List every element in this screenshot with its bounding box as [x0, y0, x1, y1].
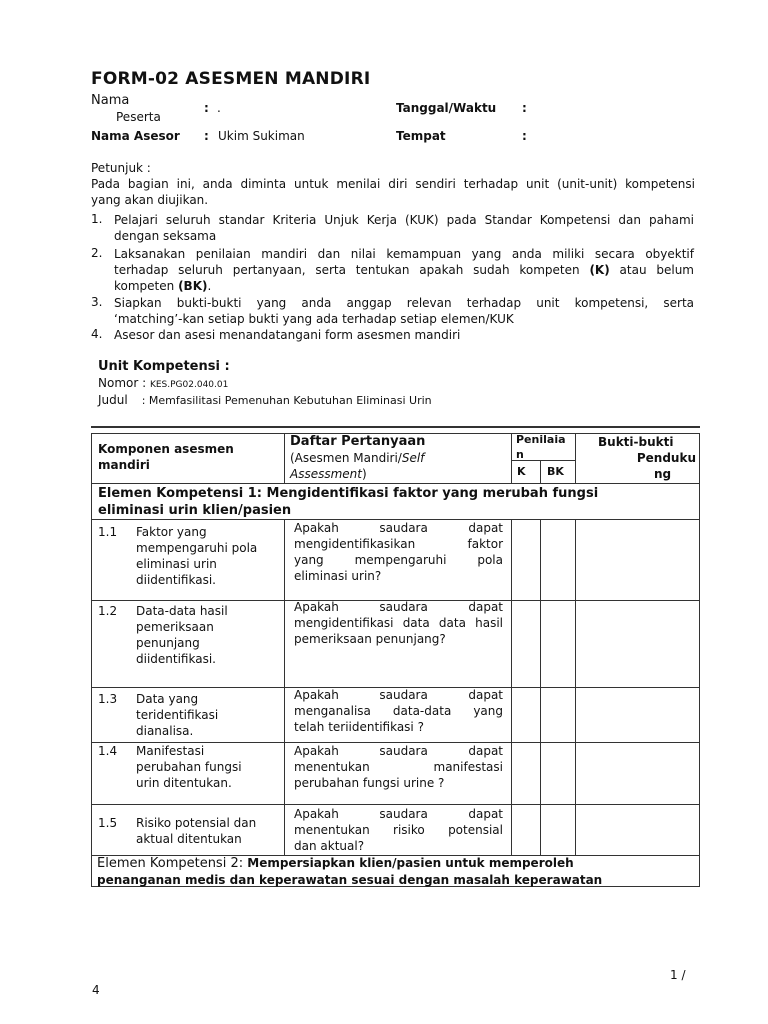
unit-nomor [98, 376, 228, 390]
header-bukti: Bukti-bukti Penduku ng [598, 435, 696, 481]
row-question: Apakah saudara dapat menganalisa data-data yang telah teriidentifikasi ? [294, 688, 503, 734]
row-number: 1.4 [98, 744, 118, 758]
table-col-rule [540, 460, 541, 483]
row-number: 1.1 [98, 525, 118, 539]
table-col-rule [575, 519, 576, 855]
nama-peserta-value: . [217, 101, 221, 115]
row-question: Apakah saudara dapat menentukan risiko potensial dan aktual? [294, 807, 503, 853]
nomor-label: Nomor : [98, 376, 147, 390]
list-number: 1. [91, 212, 103, 226]
row-question: Apakah saudara dapat mengidentifikasikan faktor yang mempengaruhi pola eliminasi urin? [294, 521, 503, 583]
row-komponen: Data-data hasil pemeriksaan penunjang diidentifikasi. [136, 604, 228, 666]
table-col-rule [575, 433, 576, 483]
header-k: K [517, 465, 526, 478]
list-text: Laksanakan penilaian mandiri dan nilai kemampuan yang anda miliki secara obyektif [114, 247, 694, 261]
page-total: 4 [92, 983, 100, 997]
list-text: dengan seksama [114, 229, 217, 243]
nama-colon: : [204, 101, 209, 115]
table-border-left [91, 433, 92, 886]
nama-label-line2: Peserta [116, 110, 161, 124]
table-border-right [699, 433, 700, 886]
tanggal-colon: : [522, 101, 527, 115]
row-komponen: Risiko potensial dan aktual ditentukan [136, 816, 257, 846]
row-komponen: Manifestasi perubahan fungsi urin ditentukan. [136, 744, 242, 790]
nama-label-line1: Nama [91, 93, 130, 108]
list-text: Pelajari seluruh standar Kriteria Unjuk Kerja (KUK) pada Standar Kompetensi dan pahami [114, 213, 694, 227]
unit-heading: Unit Kompetensi : [98, 359, 230, 374]
row-question: Apakah saudara dapat menentukan manifestasi perubahan fungsi urine ? [294, 744, 503, 790]
table-rule [91, 804, 700, 805]
petunjuk-intro-line1: Pada bagian ini, anda diminta untuk menilai diri sendiri terhadap unit (unit-unit) kompetensi [91, 177, 695, 191]
list-text-line2: terhadap seluruh pertanyaan, serta tentukan apakah sudah kompeten (K) atau belum [114, 263, 694, 277]
list-text: Asesor dan asesi menandatangani form asesmen mandiri [114, 328, 461, 342]
row-number: 1.3 [98, 692, 118, 706]
list-text: Siapkan bukti-bukti yang anda anggap relevan terhadap unit kompetensi, serta [114, 296, 694, 310]
elemen-kompetensi-2: Elemen Kompetensi 2: Mempersiapkan klien/pasien untuk memperoleh penanganan medis dan keperawatan sesuai dengan masalah keperawatan [97, 856, 603, 887]
row-komponen: Data yang teridentifikasi dianalisa. [136, 692, 219, 738]
asesor-label: Nama Asesor [91, 129, 180, 143]
page-number: 1 / [670, 968, 686, 982]
list-text: ‘matching’-kan setiap bukti yang ada terhadap setiap elemen/KUK [114, 312, 514, 326]
list-text-line3: kompeten (BK). [114, 279, 212, 293]
row-question: Apakah saudara dapat mengidentifikasi data data hasil pemeriksaan penunjang? [294, 600, 503, 646]
petunjuk-intro-line2: yang akan diujikan. [91, 193, 209, 207]
row-number: 1.5 [98, 816, 118, 830]
tempat-colon: : [522, 129, 527, 143]
unit-judul [98, 393, 432, 407]
elemen-kompetensi-1: Elemen Kompetensi 1: Mengidentifikasi faktor yang merubah fungsi eliminasi urin klien/pasien [98, 486, 599, 518]
asesor-colon: : [204, 129, 209, 143]
table-rule [91, 483, 700, 484]
table-col-rule [284, 519, 285, 855]
list-number: 3. [91, 295, 103, 309]
list-number: 4. [91, 327, 103, 341]
header-bk: BK [547, 465, 564, 478]
table-col-rule [540, 519, 541, 855]
header-komponen: Komponen asesmen mandiri [98, 442, 234, 472]
row-number: 1.2 [98, 604, 118, 618]
table-col-rule [284, 433, 285, 483]
row-komponen: Faktor yang mempengaruhi pola eliminasi urin diidentifikasi. [136, 525, 258, 587]
form-title: FORM-02 ASESMEN MANDIRI [91, 69, 371, 89]
judul-value: : Memfasilitasi Pemenuhan Kebutuhan Eliminasi Urin [141, 394, 432, 407]
header-daftar: Daftar Pertanyaan (Asesmen Mandiri/Self Assessment) [290, 434, 426, 481]
header-penilaian: Penilaia n [516, 433, 566, 461]
tanggal-label: Tanggal/Waktu [396, 101, 497, 115]
nomor-value: KES.PG02.040.01 [149, 380, 229, 390]
petunjuk-heading: Petunjuk : [91, 161, 151, 175]
table-border-top [91, 426, 700, 428]
table-col-rule [511, 433, 512, 483]
table-col-rule [511, 519, 512, 855]
tempat-label: Tempat [396, 129, 446, 143]
list-number: 2. [91, 246, 103, 260]
judul-label: Judul [98, 393, 128, 407]
asesor-value: Ukim Sukiman [218, 129, 305, 143]
